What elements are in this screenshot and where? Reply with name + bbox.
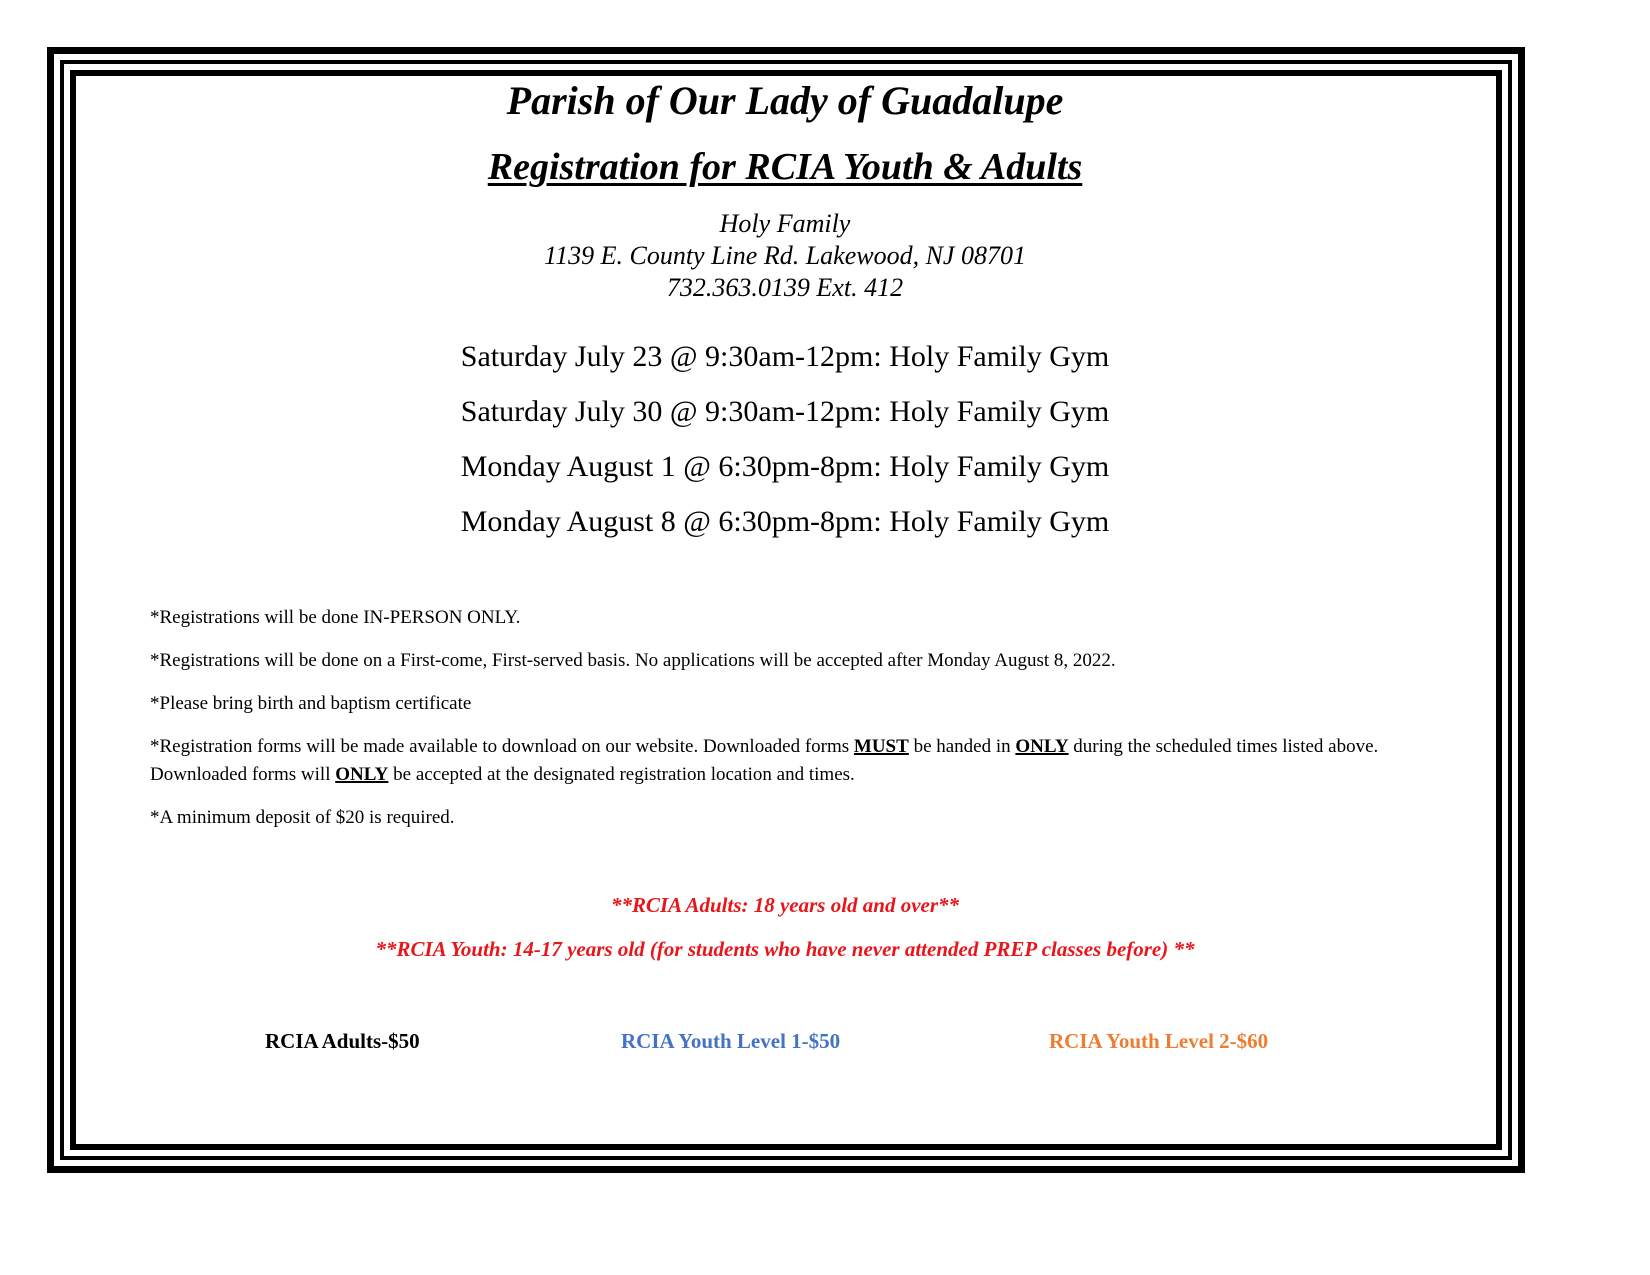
- schedule-item: Saturday July 23 @ 9:30am-12pm: Holy Family Gym: [460, 340, 1110, 373]
- street-address: 1139 E. County Line Rd. Lakewood, NJ 08701: [544, 241, 1026, 270]
- registration-notes: [150, 604, 1420, 847]
- note-deposit: *A minimum deposit of $20 is required.: [150, 807, 455, 828]
- subtitle-text: Registration for RCIA Youth & Adults: [487, 146, 1083, 188]
- emphasis-only: ONLY: [1015, 736, 1069, 757]
- note-forms-text: be accepted at the designated registration location and times.: [388, 764, 855, 785]
- fee-youth-level-2: RCIA Youth Level 2-$60: [1049, 1029, 1269, 1053]
- note-forms: [150, 733, 1420, 789]
- schedule-item: Monday August 8 @ 6:30pm-8pm: Holy Family Gym: [460, 505, 1110, 538]
- emphasis-only: ONLY: [335, 764, 389, 785]
- address-block: [75, 208, 1495, 304]
- schedule-list: [75, 329, 1495, 549]
- note-certificates: *Please bring birth and baptism certificate: [150, 693, 472, 714]
- note-forms-text: during the scheduled times listed above. Downloaded forms will: [150, 736, 1379, 785]
- schedule-item: Saturday July 30 @ 9:30am-12pm: Holy Family Gym: [460, 395, 1110, 428]
- page-title: Parish of Our Lady of Guadalupe: [506, 78, 1064, 123]
- flyer-content: [75, 75, 1495, 1155]
- note-forms-text: *Registration forms will be made available to download on our website. Downloaded forms: [150, 736, 854, 757]
- note-in-person: *Registrations will be done IN-PERSON ONLY.: [150, 607, 521, 628]
- fee-youth-level-1: RCIA Youth Level 1-$50: [621, 1029, 841, 1053]
- location-name: Holy Family: [719, 209, 851, 238]
- emphasis-must: MUST: [853, 736, 909, 757]
- phone-number: 732.363.0139 Ext. 412: [666, 273, 904, 302]
- schedule-item: Monday August 1 @ 6:30pm-8pm: Holy Family Gym: [460, 450, 1110, 483]
- fee-adults: RCIA Adults-$50: [265, 1029, 420, 1053]
- eligibility-adults: **RCIA Adults: 18 years old and over**: [610, 893, 960, 917]
- note-first-come: *Registrations will be done on a First-come, First-served basis. No applications will be accepted after Monday August 8, 2022.: [150, 650, 1116, 671]
- eligibility-youth: **RCIA Youth: 14-17 years old (for students who have never attended PREP classes before) **: [375, 937, 1195, 961]
- note-forms-text: be handed in: [908, 736, 1016, 757]
- page-subtitle: [75, 145, 1495, 189]
